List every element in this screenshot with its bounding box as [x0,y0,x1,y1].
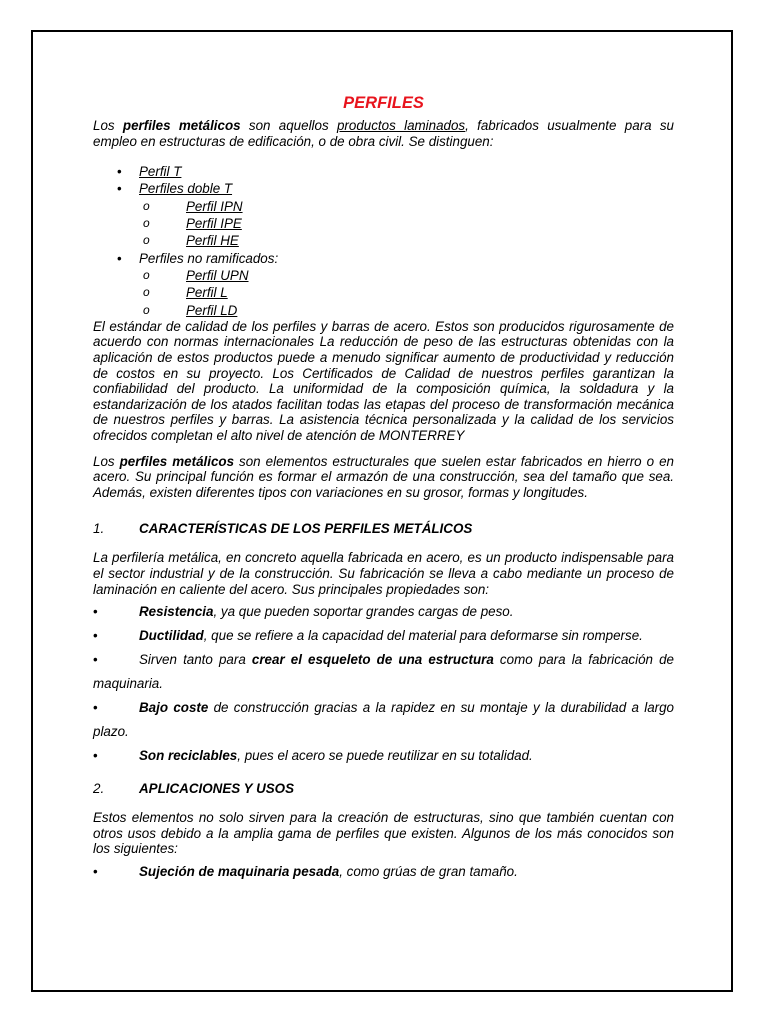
definition-paragraph: Los perfiles metálicos son elementos estructurales que suelen estar fabricados en hierro o en acero. Su principal función es formar el armazón de una construcción, sea del tamaño que sea. Además, existen diferentes tipos con variaciones en su grosor, formas y longitudes. [93,453,674,500]
bullet-icon: • [93,700,98,716]
sublist-doble-t [139,198,674,250]
bold-term: perfiles metálicos [122,118,241,133]
sublist-no-ramificados [139,267,674,319]
link-perfil-ipe[interactable]: Perfil IPE [186,216,242,232]
bold-term: perfiles metálicos [119,453,235,469]
property-item: • Resistencia, ya que pueden soportar grandes cargas de peso. [93,600,674,624]
bullet-icon: • [93,652,98,668]
property-item: • Sirven tanto para crear el esqueleto de una estructura como para la fabricación de maquinaria. [93,648,674,696]
link-productos-laminados[interactable]: productos laminados [336,118,466,133]
link-perfil-l[interactable]: Perfil L [186,285,228,301]
bullet-icon: • [117,164,122,180]
sub-bullet-icon: o [143,233,150,248]
sub-bullet-icon: o [143,285,150,300]
section-number: 2. [93,781,105,797]
bullet-icon: • [93,628,98,644]
link-perfil-t[interactable]: Perfil T [139,164,182,180]
bullet-icon: • [93,604,98,620]
list-item-perfil-l [93,284,674,301]
list-item-perfiles-no-ramificados [93,250,674,319]
list-label-no-ramificados: Perfiles no ramificados: [139,250,279,266]
profile-list [93,163,674,319]
document-body [93,92,674,884]
list-item-perfiles-doble-t [93,180,674,249]
sub-bullet-icon: o [143,302,150,317]
section-2-heading [93,780,674,798]
bullet-icon: • [93,863,98,879]
standard-paragraph: El estándar de calidad de los perfiles y barras de acero. Estos son producidos rigurosamente de acuerdo con normas internacionales La reducción de peso de las estructuras obtenidas con la aplicación de estos productos puede a menudo significar aumento de productividad y reducción de costos en su proyecto. Los Certificados de Calidad de nuestros perfiles garantizan la confiabilidad del producto. La uniformidad de la composición química, la soldadura y la estandarización de los atados facilitan todas las etapas del proceso de transformación mecánica de nuestros perfiles y barras. La asistencia técnica personalizada y la calidad de los servicios ofrecidos completan el alto nivel de atención de MONTERREY [93,318,674,444]
list-item-perfil-he [93,232,674,249]
bullet-icon: • [117,181,122,197]
property-item: • Son reciclables, pues el acero se puede reutilizar en su totalidad. [93,744,674,768]
section-number: 1. [93,521,105,537]
link-perfil-ipn[interactable]: Perfil IPN [186,198,243,214]
section-1-heading [93,520,674,538]
sub-bullet-icon: o [143,267,150,282]
link-perfil-ld[interactable]: Perfil LD [186,302,238,318]
document-title: PERFILES [343,94,424,112]
intro-paragraph: Los perfiles metálicos son aquellos productos laminados, fabricados usualmente para su empleo en estructuras de edificación, o de obra civil. Se distinguen: [93,118,674,149]
property-item: • Ductilidad, que se refiere a la capacidad del material para deformarse sin romperse. [93,624,674,648]
section-title: CARACTERÍSTICAS DE LOS PERFILES METÁLICOS [139,521,473,537]
list-item-perfil-upn [93,267,674,284]
section-2-paragraph: Estos elementos no solo sirven para la creación de estructuras, sino que también cuentan con otros usos debido a la amplia gama de perfiles que existen. Algunos de los más conocidos son los siguientes: [93,810,674,857]
list-item-perfil-ld [93,302,674,319]
list-item-perfil-t [93,163,674,180]
property-item: • Bajo coste de construcción gracias a la rapidez en su montaje y la durabilidad a largo plazo. [93,696,674,744]
bullet-icon: • [117,250,122,266]
list-item-perfil-ipe [93,215,674,232]
section-title: APLICACIONES Y USOS [139,781,295,797]
link-perfil-he[interactable]: Perfil HE [186,233,239,249]
property-item: • Sujeción de maquinaria pesada, como grúas de gran tamaño. [93,860,674,884]
sub-bullet-icon: o [143,216,150,231]
link-perfil-upn[interactable]: Perfil UPN [186,267,249,283]
link-perfiles-doble-t[interactable]: Perfiles doble T [139,181,233,197]
list-item-perfil-ipn [93,198,674,215]
section-1-paragraph: La perfilería metálica, en concreto aquella fabricada en acero, es un producto indispensable para el sector industrial y de la construcción. Su fabricación se lleva a cabo mediante un proceso de laminación en caliente del acero. Sus principales propiedades son: [93,550,674,597]
sub-bullet-icon: o [143,198,150,213]
bullet-icon: • [93,748,98,764]
